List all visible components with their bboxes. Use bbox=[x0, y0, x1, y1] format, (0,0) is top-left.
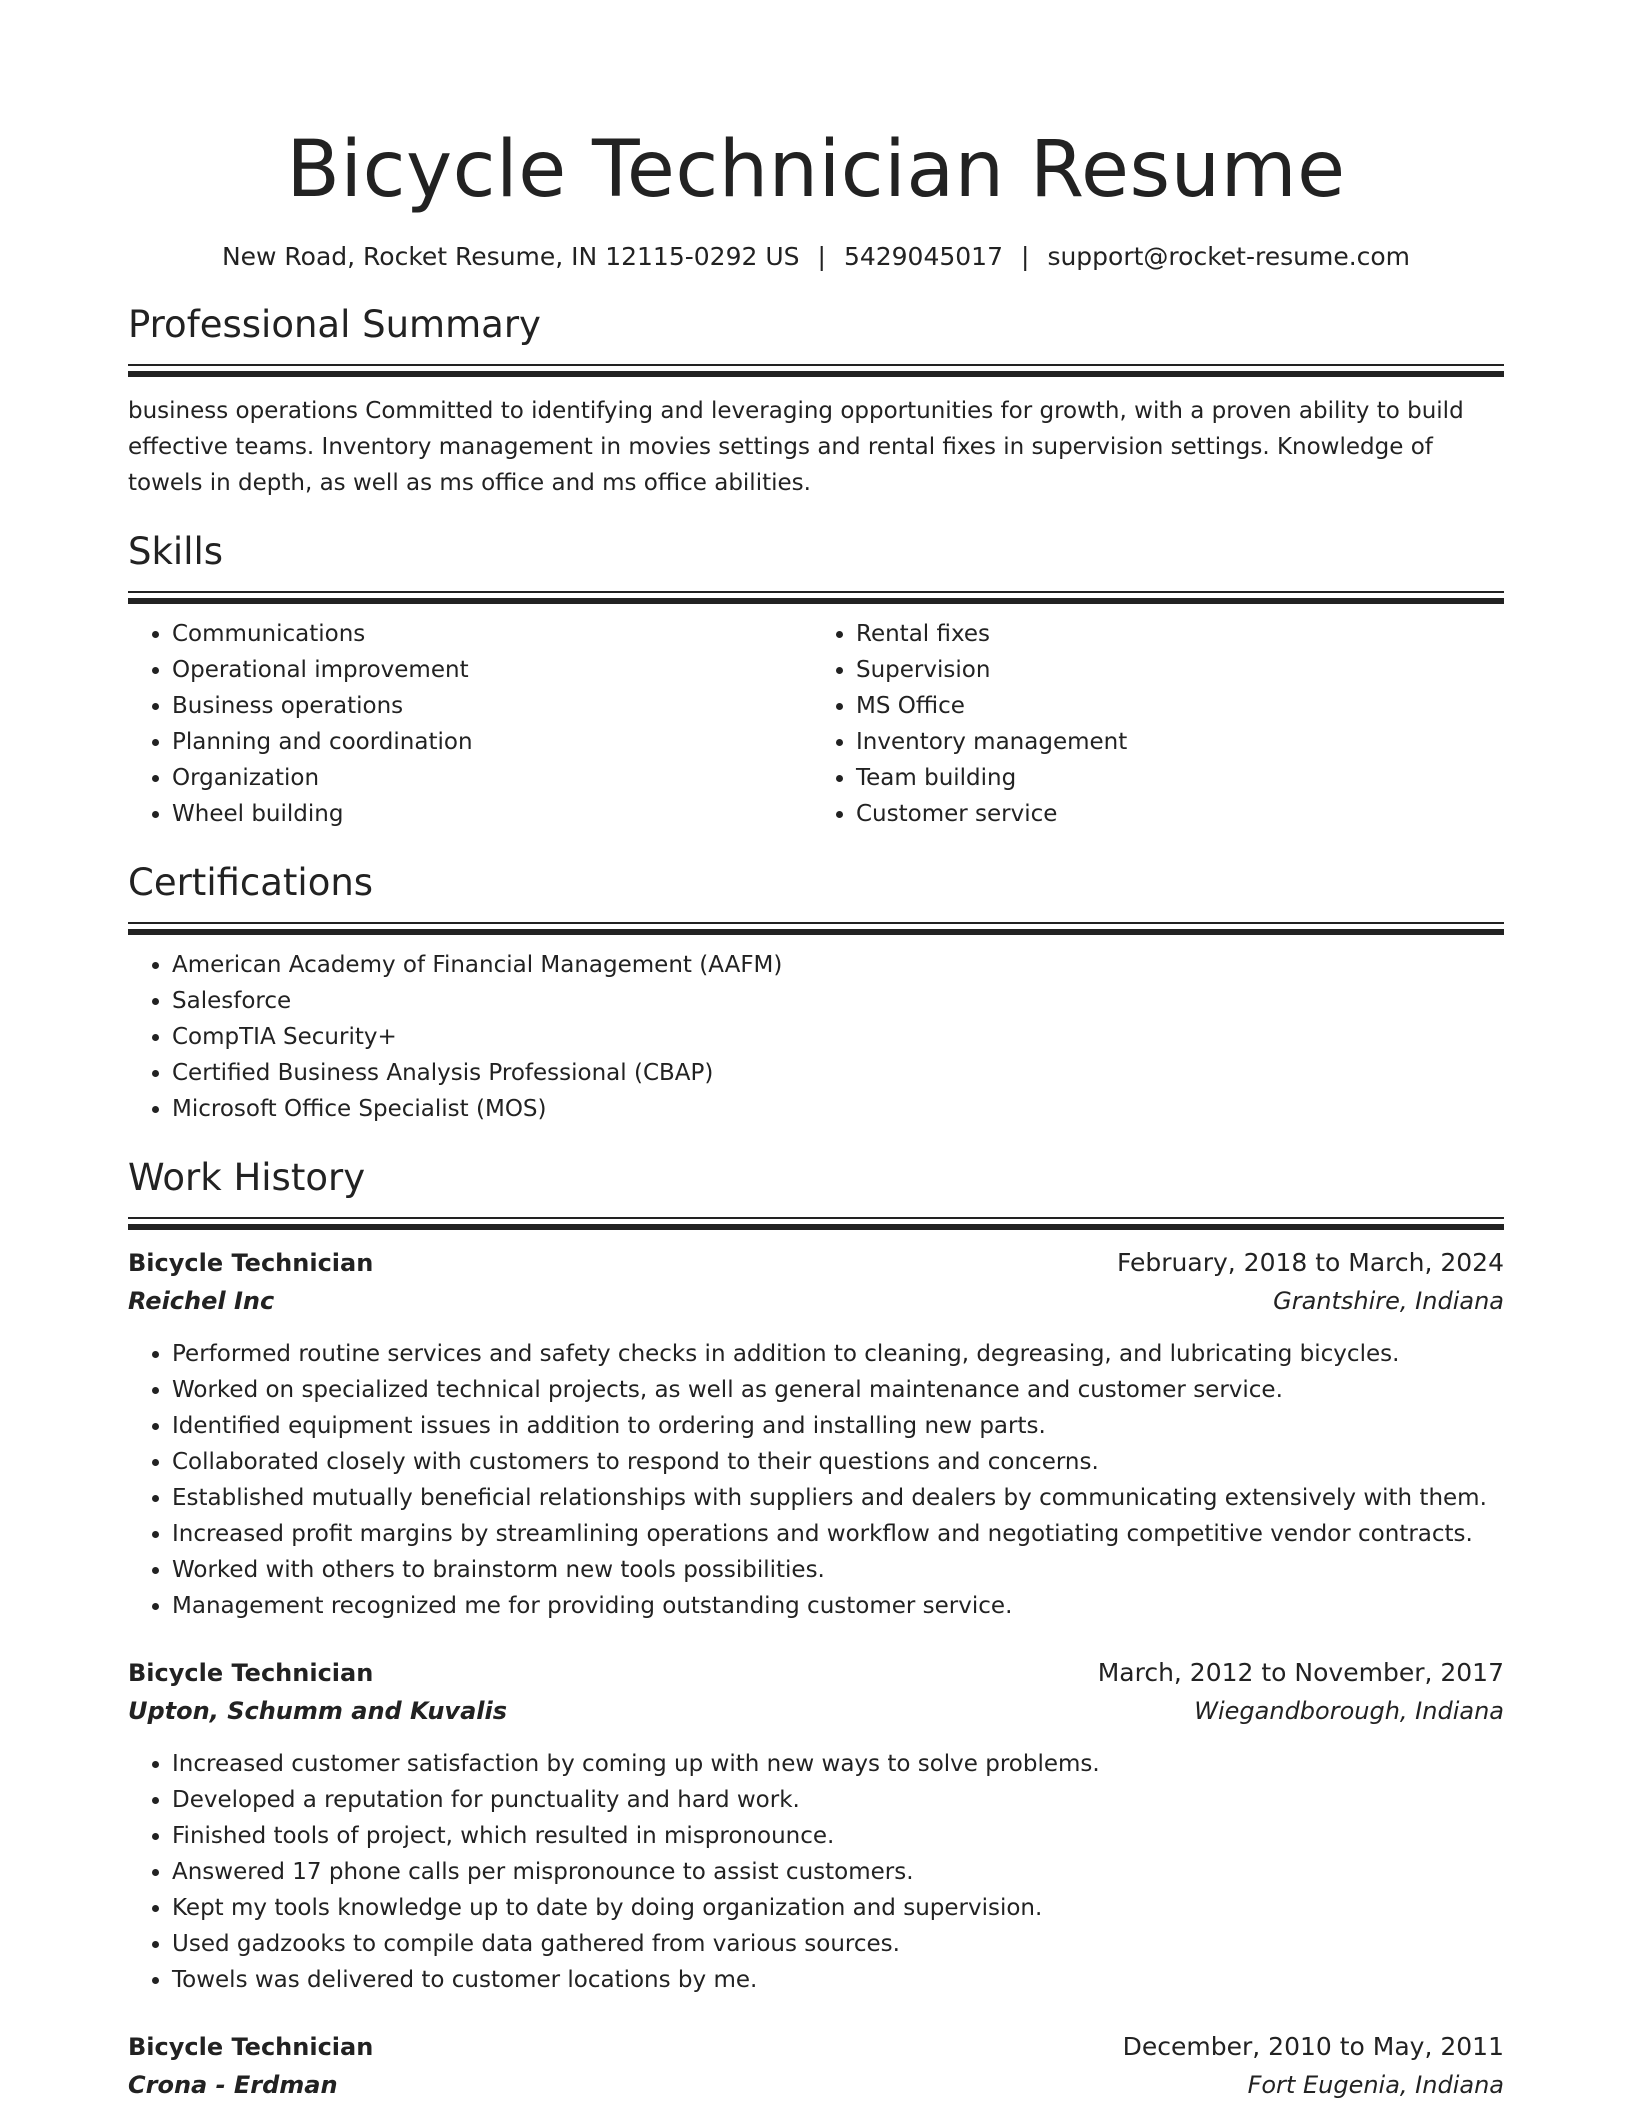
contact-separator: | bbox=[817, 242, 826, 271]
section-divider bbox=[128, 591, 1504, 593]
job-entry bbox=[128, 1654, 1504, 1998]
job-duty-item: • Established mutually beneficial relationships with suppliers and dealers by communicating extensively with them. bbox=[172, 1480, 1504, 1516]
job-duty-item: • Worked on specialized technical projects, as well as general maintenance and customer service. bbox=[172, 1372, 1504, 1408]
section-divider bbox=[128, 364, 1504, 366]
skill-item: • Wheel building bbox=[172, 796, 806, 832]
certification-item: • Microsoft Office Specialist (MOS) bbox=[172, 1091, 1504, 1127]
job-location: Grantshire, Indiana bbox=[1273, 1287, 1504, 1315]
section-divider bbox=[128, 929, 1504, 935]
contact-address: New Road, Rocket Resume, IN 12115-0292 US bbox=[221, 242, 800, 271]
certifications-section bbox=[128, 858, 1504, 1127]
job-title: Bicycle Technician bbox=[128, 1659, 374, 1687]
job-dates: December, 2010 to May, 2011 bbox=[1122, 2032, 1504, 2061]
certification-item: • American Academy of Financial Management (AAFM) bbox=[172, 947, 1504, 983]
skill-item: • Communications bbox=[172, 616, 806, 652]
skill-item: • Organization bbox=[172, 760, 806, 796]
skill-item: • MS Office bbox=[856, 688, 1490, 724]
summary-text: business operations Committed to identifying and leveraging opportunities for growth, with a proven ability to build effective teams. Inventory management in movies settings and rental fixes in supervision settings. Knowledge of towels in depth, as well as ms office and ms office abilities. bbox=[128, 398, 1464, 496]
job-duty-item: • Identified equipment issues in addition to ordering and installing new parts. bbox=[172, 1408, 1504, 1444]
job-title: Bicycle Technician bbox=[128, 2033, 374, 2061]
skills-list-right bbox=[806, 616, 1490, 832]
job-company-row bbox=[128, 2066, 1504, 2104]
job-company: Reichel Inc bbox=[128, 1287, 275, 1315]
certification-item: • Certified Business Analysis Professional (CBAP) bbox=[172, 1055, 1504, 1091]
section-title-certifications: Certifications bbox=[128, 861, 374, 904]
job-header-row bbox=[128, 2028, 1504, 2066]
work-history-section bbox=[128, 1153, 1504, 2104]
job-duty-item: • Finished tools of project, which resulted in mispronounce. bbox=[172, 1818, 1504, 1854]
job-entry bbox=[128, 2028, 1504, 2104]
job-duty-item: • Developed a reputation for punctuality and hard work. bbox=[172, 1782, 1504, 1818]
contact-phone: 5429045017 bbox=[843, 242, 1003, 271]
resume-page bbox=[128, 0, 1504, 2104]
contact-email: support@rocket-resume.com bbox=[1047, 242, 1411, 271]
contact-separator: | bbox=[1021, 242, 1030, 271]
job-duties-list bbox=[128, 1746, 1504, 1998]
job-dates: March, 2012 to November, 2017 bbox=[1097, 1658, 1504, 1687]
section-title-summary: Professional Summary bbox=[128, 303, 541, 346]
job-duty-item: • Collaborated closely with customers to respond to their questions and concerns. bbox=[172, 1444, 1504, 1480]
job-location: Fort Eugenia, Indiana bbox=[1247, 2071, 1504, 2099]
job-duty-item: • Towels was delivered to customer locations by me. bbox=[172, 1962, 1504, 1998]
certifications-list bbox=[128, 947, 1504, 1127]
job-company-row bbox=[128, 1282, 1504, 1320]
job-header-row bbox=[128, 1654, 1504, 1692]
skill-item: • Customer service bbox=[856, 796, 1490, 832]
job-duty-item: • Used gadzooks to compile data gathered from various sources. bbox=[172, 1926, 1504, 1962]
job-duty-item: • Increased customer satisfaction by coming up with new ways to solve problems. bbox=[172, 1746, 1504, 1782]
summary-section bbox=[128, 300, 1504, 501]
job-duty-item: • Performed routine services and safety checks in addition to cleaning, degreasing, and lubricating bicycles. bbox=[172, 1336, 1504, 1372]
skills-section bbox=[128, 527, 1504, 832]
skill-item: • Operational improvement bbox=[172, 652, 806, 688]
section-divider bbox=[128, 1217, 1504, 1219]
skills-grid bbox=[128, 616, 1504, 832]
section-title-skills: Skills bbox=[128, 530, 224, 573]
section-divider bbox=[128, 922, 1504, 924]
job-header-row bbox=[128, 1244, 1504, 1282]
job-company-row bbox=[128, 1692, 1504, 1730]
job-dates: February, 2018 to March, 2024 bbox=[1116, 1248, 1504, 1277]
job-duty-item: • Kept my tools knowledge up to date by doing organization and supervision. bbox=[172, 1890, 1504, 1926]
skills-list-left bbox=[128, 616, 806, 832]
skill-item: • Business operations bbox=[172, 688, 806, 724]
job-duty-item: • Management recognized me for providing outstanding customer service. bbox=[172, 1588, 1504, 1624]
skill-item: • Supervision bbox=[856, 652, 1490, 688]
skill-item: • Rental fixes bbox=[856, 616, 1490, 652]
job-duty-item: • Worked with others to brainstorm new tools possibilities. bbox=[172, 1552, 1504, 1588]
job-company: Upton, Schumm and Kuvalis bbox=[128, 1697, 508, 1725]
job-duty-item: • Answered 17 phone calls per mispronounce to assist customers. bbox=[172, 1854, 1504, 1890]
job-entry bbox=[128, 1244, 1504, 1624]
job-duties-list bbox=[128, 1336, 1504, 1624]
section-divider bbox=[128, 371, 1504, 377]
section-divider bbox=[128, 1224, 1504, 1230]
certification-item: • CompTIA Security+ bbox=[172, 1019, 1504, 1055]
resume-title: Bicycle Technician Resume bbox=[286, 125, 1346, 215]
contact-line bbox=[128, 240, 1504, 274]
job-location: Wiegandborough, Indiana bbox=[1194, 1697, 1504, 1725]
section-divider bbox=[128, 598, 1504, 604]
skill-item: • Team building bbox=[856, 760, 1490, 796]
section-title-work-history: Work History bbox=[128, 1156, 366, 1199]
skill-item: • Inventory management bbox=[856, 724, 1490, 760]
certification-item: • Salesforce bbox=[172, 983, 1504, 1019]
job-title: Bicycle Technician bbox=[128, 1249, 374, 1277]
job-duty-item: • Increased profit margins by streamlining operations and workflow and negotiating competitive vendor contracts. bbox=[172, 1516, 1504, 1552]
job-company: Crona - Erdman bbox=[128, 2071, 338, 2099]
skill-item: • Planning and coordination bbox=[172, 724, 806, 760]
